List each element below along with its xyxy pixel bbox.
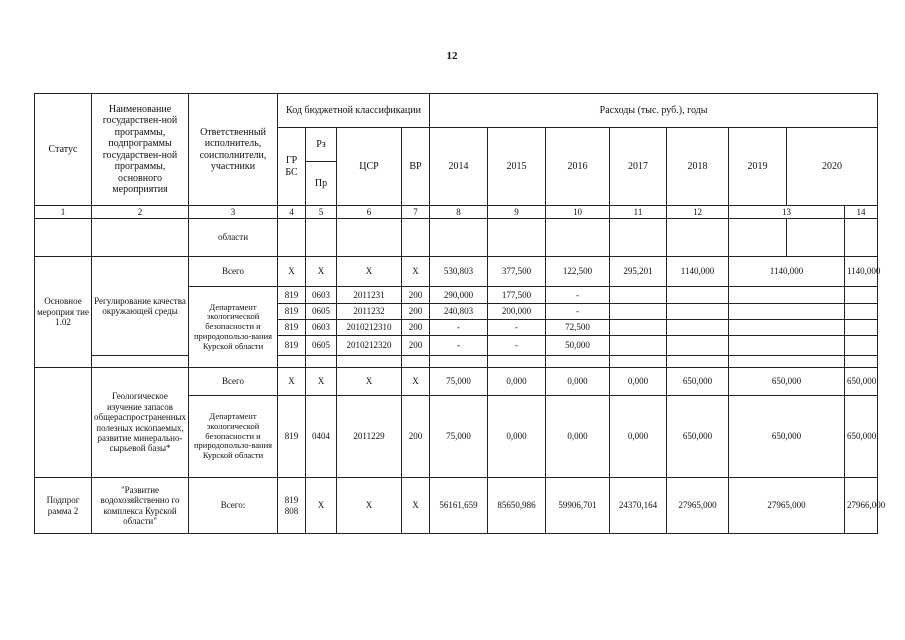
column-number: 10 [546, 206, 610, 219]
value-cell: 72,500 [546, 320, 610, 336]
value-cell: 75,000 [430, 368, 488, 396]
header-name: Наименование государствен-ной программы, подпрограммы государствен-ной программы, основного мероприятия [92, 94, 189, 206]
vr-cell: 200 [402, 336, 430, 356]
value-cell: 1140,000 [667, 257, 729, 287]
value-cell: 0,000 [610, 368, 667, 396]
value-cell: 0,000 [546, 396, 610, 478]
table-row [35, 478, 878, 534]
table-row [35, 257, 878, 287]
rzpr-cell: 0603 [306, 320, 337, 336]
value-cell: 650,000 [667, 368, 729, 396]
value-cell: 0,000 [488, 368, 546, 396]
header-year: 2018 [667, 128, 729, 206]
page-number: 12 [446, 50, 458, 62]
column-number: 2 [92, 206, 189, 219]
column-number: 11 [610, 206, 667, 219]
header-year: 2016 [546, 128, 610, 206]
csr-cell: 2010212320 [337, 336, 402, 356]
column-number: 8 [430, 206, 488, 219]
table-row [35, 356, 878, 368]
value-cell: - [430, 320, 488, 336]
vr-cell: Х [402, 368, 430, 396]
rzpr-cell: Х [306, 478, 337, 534]
header-year: 2020 [787, 128, 878, 206]
vr-cell: Х [402, 257, 430, 287]
value-cell: 75,000 [430, 396, 488, 478]
value-cell: 0,000 [546, 368, 610, 396]
value-cell: 377,500 [488, 257, 546, 287]
rzpr-cell: 0605 [306, 304, 337, 320]
column-number: 1 [35, 206, 92, 219]
header-year: 2017 [610, 128, 667, 206]
name-cell: Регулирование качества окружающей среды [92, 257, 189, 356]
value-cell: 27965,000 [729, 478, 845, 534]
value-cell: 650,000 [729, 368, 845, 396]
csr-cell: 2011231 [337, 287, 402, 304]
value-cell: 59906,701 [546, 478, 610, 534]
value-cell: 295,201 [610, 257, 667, 287]
rzpr-cell: 0404 [306, 396, 337, 478]
rzpr-cell: 0603 [306, 287, 337, 304]
continuation-row [35, 219, 878, 257]
value-cell: 0,000 [610, 396, 667, 478]
rzpr-cell: Х [306, 368, 337, 396]
responsible-cell: Департамент экологической безопасности и природопользо-вания Курской области [189, 396, 278, 478]
csr-cell: Х [337, 478, 402, 534]
value-cell: 650,000 [845, 396, 878, 478]
grbs-cell: Х [278, 257, 306, 287]
value-cell: 290,000 [430, 287, 488, 304]
value-cell: 24370,164 [610, 478, 667, 534]
csr-cell: Х [337, 257, 402, 287]
vr-cell: 200 [402, 304, 430, 320]
name-cell: "Развитие водохозяйственно го комплекса Курской области" [92, 478, 189, 534]
value-cell: 122,500 [546, 257, 610, 287]
column-number: 9 [488, 206, 546, 219]
value-cell: - [488, 336, 546, 356]
header-year: 2019 [729, 128, 787, 206]
value-cell: 1140,000 [729, 257, 845, 287]
value-cell: 650,000 [667, 396, 729, 478]
header-responsible: Ответственный исполнитель, соисполнители, участники [189, 94, 278, 206]
csr-cell: 2011229 [337, 396, 402, 478]
header-status: Статус [35, 94, 92, 206]
value-cell: - [546, 287, 610, 304]
header-pr: Пр [306, 162, 337, 206]
value-cell: 56161,659 [430, 478, 488, 534]
total-label: Всего [189, 368, 278, 396]
column-number: 13 [729, 206, 845, 219]
value-cell: 530,803 [430, 257, 488, 287]
value-cell: 85650,986 [488, 478, 546, 534]
header-expenses: Расходы (тыс. руб.), годы [430, 94, 878, 128]
header-grbs: ГР БС [278, 128, 306, 206]
value-cell: 650,000 [729, 396, 845, 478]
value-cell: 1140,000 [845, 257, 878, 287]
status-cell: Подпрог рамма 2 [35, 478, 92, 534]
column-number: 14 [845, 206, 878, 219]
csr-cell: 2011232 [337, 304, 402, 320]
header-budget-code: Код бюджетной классификации [278, 94, 430, 128]
column-number: 6 [337, 206, 402, 219]
value-cell: 27966,000 [845, 478, 878, 534]
value-cell: - [488, 320, 546, 336]
value-cell: 0,000 [488, 396, 546, 478]
table-row [35, 368, 878, 396]
column-number: 4 [278, 206, 306, 219]
column-number: 5 [306, 206, 337, 219]
grbs-cell: 819 808 [278, 478, 306, 534]
value-cell: 27965,000 [667, 478, 729, 534]
budget-table [34, 93, 886, 534]
column-number: 12 [667, 206, 729, 219]
grbs-cell: 819 [278, 320, 306, 336]
grbs-cell: 819 [278, 336, 306, 356]
value-cell: 200,000 [488, 304, 546, 320]
grbs-cell: 819 [278, 304, 306, 320]
value-cell: 177,500 [488, 287, 546, 304]
column-number: 3 [189, 206, 278, 219]
grbs-cell: 819 [278, 396, 306, 478]
header-row [35, 94, 878, 128]
header-vr: ВР [402, 128, 430, 206]
header-year: 2015 [488, 128, 546, 206]
total-label: Всего: [189, 478, 278, 534]
vr-cell: 200 [402, 287, 430, 304]
vr-cell: 200 [402, 320, 430, 336]
header-year: 2014 [430, 128, 488, 206]
continuation-responsible: области [189, 219, 278, 257]
rzpr-cell: Х [306, 257, 337, 287]
rzpr-cell: 0605 [306, 336, 337, 356]
value-cell: 50,000 [546, 336, 610, 356]
responsible-cell: Департамент экологической безопасности и природопользо-вания Курской области [189, 287, 278, 368]
value-cell: 650,000 [845, 368, 878, 396]
value-cell: - [430, 336, 488, 356]
csr-cell: 2010212310 [337, 320, 402, 336]
value-cell: 240,803 [430, 304, 488, 320]
vr-cell: Х [402, 478, 430, 534]
vr-cell: 200 [402, 396, 430, 478]
grbs-cell: 819 [278, 287, 306, 304]
grbs-cell: Х [278, 368, 306, 396]
column-number: 7 [402, 206, 430, 219]
value-cell: - [546, 304, 610, 320]
header-rz: Рз [306, 128, 337, 162]
total-label: Всего [189, 257, 278, 287]
csr-cell: Х [337, 368, 402, 396]
status-cell: Основное мероприя тие 1.02 [35, 257, 92, 368]
column-numbers-row [35, 206, 878, 219]
name-cell: Геологическое изучение запасов общераспространенных полезных ископаемых, развитие минерально-сырьевой базы* [92, 368, 189, 478]
header-csr: ЦСР [337, 128, 402, 206]
